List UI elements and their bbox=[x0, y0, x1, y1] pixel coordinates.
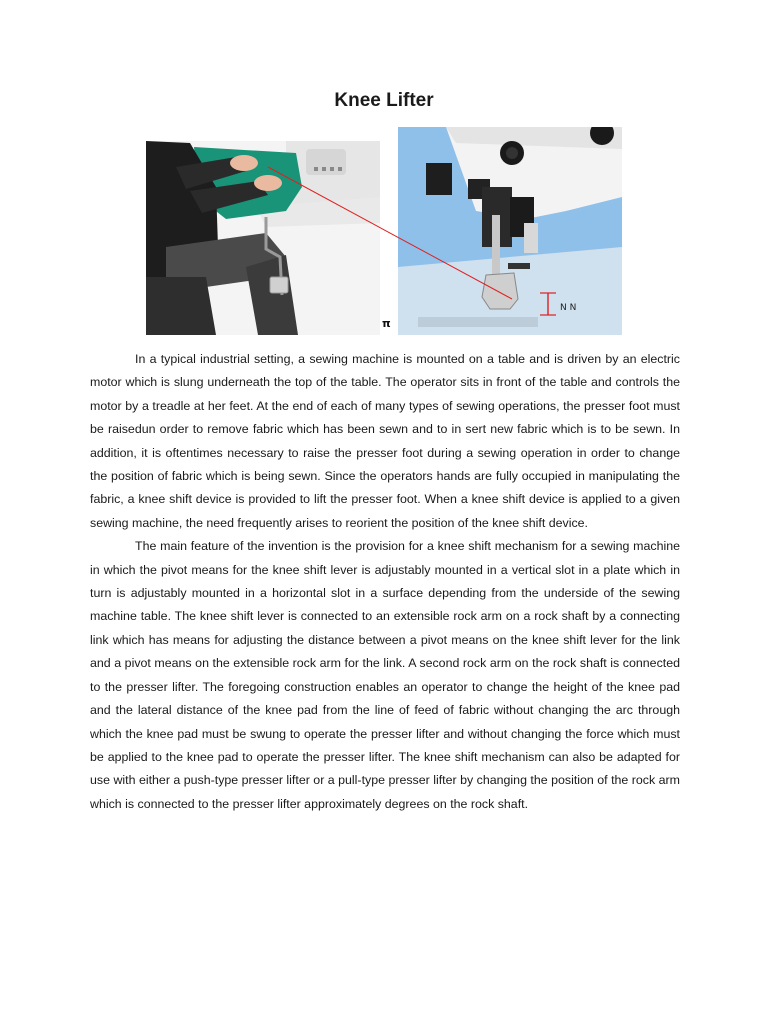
paragraph-1: In a typical industrial setting, a sewing machine is mounted on a table and is driven by an electric motor which is slung underneath the top of the table. The operator sits in front of the table and controls the motor by a treadle at her feet. At the end of each of many types of sewing operations, the presser foot must be raisedun order to remove fabric which has been sewn and to in sert new fabric which is to be sewn. In addition, it is oftentimes necessary to raise the presser foot during a sewing operation in order to change the position of fabric which is being sewn. Since the operators hands are fully occupied in manipulating the fabric, a knee shift device is provided to lift the presser foot. When a knee shift device is applied to a given sewing machine, the need frequently arises to reorient the position of the knee shift device. bbox=[90, 352, 680, 530]
operator-photo bbox=[146, 141, 391, 335]
page-title: Knee Lifter bbox=[334, 90, 434, 111]
right-photo-label: N N bbox=[560, 303, 577, 313]
body-text bbox=[90, 348, 680, 816]
paragraph-2: The main feature of the invention is the provision for a knee shift mechanism for a sewing machine in which the pivot means for the knee shift lever is adjustably mounted in a vertical slot in a plate which in turn is adjustably mounted in a horizontal slot in a surface depending from the underside of the sewing machine table. The knee shift lever is connected to an extensible rock arm on a rock shaft by a connecting link which has means for adjusting the distance between a pivot means on the knee shift lever for the link and a pivot means on the extensible rock arm for the link. A second rock arm on the rock shaft is connected to the presser lifter. The foregoing construction enables an operator to change the height of the knee pad and the lateral distance of the knee pad from the line of feed of fabric without changing the arc through which the knee pad must be swung to operate the presser lifter and without changing the force which must be applied to the knee pad to operate the presser lifter. The knee shift mechanism can also be adapted for use with either a push-type presser lifter or a pull-type presser lifter by changing the position of the rock arm which is connected to the presser lifter approximately degrees on the rock shaft. bbox=[90, 539, 680, 811]
figure-illustration bbox=[146, 127, 622, 337]
left-photo-marker: π bbox=[382, 317, 391, 330]
knee-lifter-figure bbox=[146, 127, 622, 337]
presser-foot-photo bbox=[398, 127, 622, 335]
